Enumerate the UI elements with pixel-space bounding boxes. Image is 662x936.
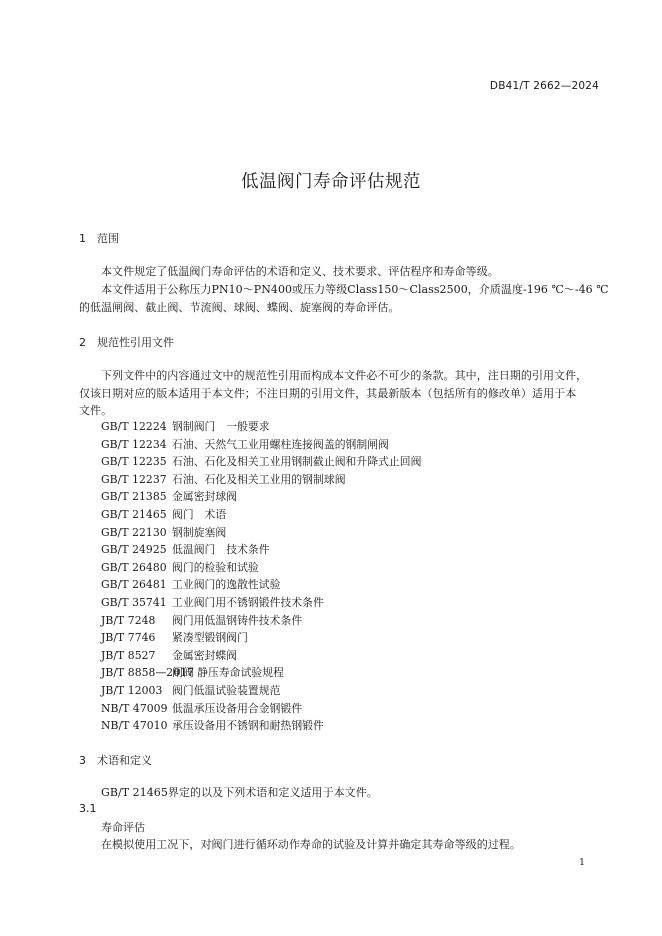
reference-list	[101, 418, 421, 735]
reference-code: GB/T 12224	[101, 420, 167, 433]
reference-code: GB/T 26481	[101, 578, 167, 592]
term-number: 3.1	[79, 802, 97, 815]
section-1-heading	[79, 230, 119, 246]
reference-title: 承压设备用不锈钢和耐热钢锻件	[172, 719, 324, 733]
document-code: DB41/T 2662—2024	[489, 80, 599, 92]
reference-title: 阀门 术语	[172, 507, 227, 521]
reference-code: NB/T 47010	[101, 719, 168, 733]
reference-code: JB/T 7746	[101, 631, 156, 645]
term-definition: 在模拟使用工况下，对阀门进行循环动作寿命的试验及计算并确定其寿命等级的过程。	[101, 838, 521, 851]
reference-item	[101, 506, 421, 524]
section-2-intro-line-2: 仅该日期对应的版本适用于本文件；不注日期的引用文件，其最新版本（包括所有的修改单）适用于本	[79, 387, 577, 400]
reference-item	[101, 717, 421, 735]
reference-code: GB/T 24925	[101, 543, 167, 557]
section-2-heading	[79, 334, 174, 350]
reference-code: JB/T 8858—2017	[101, 666, 194, 680]
reference-title: 紧凑型锻钢阀门	[172, 631, 248, 645]
reference-code: GB/T 22130	[101, 525, 167, 539]
section-1-title: 范围	[97, 232, 119, 245]
reference-title: 金属密封球阀	[172, 490, 238, 504]
reference-title: 钢制旋塞阀	[172, 525, 227, 539]
reference-code: GB/T 12237	[101, 472, 167, 486]
reference-item	[101, 524, 421, 542]
term-title: 寿命评估	[101, 821, 145, 834]
reference-item	[101, 418, 421, 436]
reference-title: 闸阀 静压寿命试验规程	[172, 666, 284, 680]
reference-item	[101, 541, 421, 559]
reference-item	[101, 700, 421, 718]
reference-item	[101, 471, 421, 489]
section-3-number: 3	[79, 754, 86, 767]
section-2-intro-line-3: 文件。	[79, 404, 113, 417]
reference-title: 钢制阀门 一般要求	[172, 420, 270, 433]
section-3-heading	[79, 752, 152, 768]
section-2-number: 2	[79, 336, 86, 349]
reference-code: NB/T 47009	[101, 701, 168, 715]
reference-code: GB/T 35741	[101, 595, 167, 609]
reference-title: 工业阀门用不锈钢锻件技术条件	[172, 595, 324, 609]
reference-item	[101, 594, 421, 612]
section-1-number: 1	[79, 232, 86, 245]
reference-code: JB/T 7248	[101, 613, 156, 627]
reference-code: GB/T 21385	[101, 490, 167, 504]
reference-item	[101, 576, 421, 594]
section-1-para-2-line-2: 的低温闸阀、截止阀、节流阀、球阀、蝶阀、旋塞阀的寿命评估。	[79, 301, 400, 314]
reference-item	[101, 488, 421, 506]
section-3-intro: GB/T 21465界定的以及下列术语和定义适用于本文件。	[101, 786, 378, 799]
reference-item	[101, 612, 421, 630]
reference-item	[101, 682, 421, 700]
reference-title: 金属密封蝶阀	[172, 648, 238, 662]
reference-code: JB/T 8527	[101, 648, 156, 662]
reference-item	[101, 436, 421, 454]
section-3-title: 术语和定义	[97, 754, 152, 767]
section-1-para-2-line-1: 本文件适用于公称压力PN10～PN400或压力等级Class150～Class2500，介质温度-196 ℃～-46 ℃	[101, 283, 609, 296]
reference-item	[101, 559, 421, 577]
section-2-intro-line-1: 下列文件中的内容通过文中的规范性引用而构成本文件必不可少的条款。其中，注日期的引用文件，	[101, 369, 588, 382]
section-2-title: 规范性引用文件	[97, 336, 174, 349]
reference-code: GB/T 12234	[101, 437, 167, 451]
reference-title: 低温承压设备用合金钢锻件	[172, 701, 303, 715]
page-number: 1	[578, 857, 585, 868]
reference-item	[101, 647, 421, 665]
reference-title: 阀门用低温钢铸件技术条件	[172, 613, 303, 627]
reference-code: GB/T 12235	[101, 455, 167, 469]
reference-title: 工业阀门的逸散性试验	[172, 578, 281, 592]
reference-code: GB/T 21465	[101, 507, 167, 521]
reference-title: 石油、石化及相关工业用的钢制球阀	[172, 472, 346, 486]
reference-item	[101, 664, 421, 682]
document-title: 低温阀门寿命评估规范	[241, 172, 421, 192]
reference-title: 低温阀门 技术条件	[172, 543, 270, 557]
reference-item	[101, 453, 421, 471]
reference-item	[101, 629, 421, 647]
reference-title: 石油、石化及相关工业用钢制截止阀和升降式止回阀	[172, 455, 422, 469]
reference-code: GB/T 26480	[101, 560, 167, 574]
reference-title: 阀门低温试验装置规范	[172, 683, 281, 697]
reference-code: JB/T 12003	[101, 683, 163, 697]
reference-title: 石油、天然气工业用螺柱连接阀盖的钢制闸阀	[172, 437, 389, 451]
reference-title: 阀门的检验和试验	[172, 560, 259, 574]
section-1-para-1: 本文件规定了低温阀门寿命评估的术语和定义、技术要求、评估程序和寿命等级。	[101, 265, 499, 278]
